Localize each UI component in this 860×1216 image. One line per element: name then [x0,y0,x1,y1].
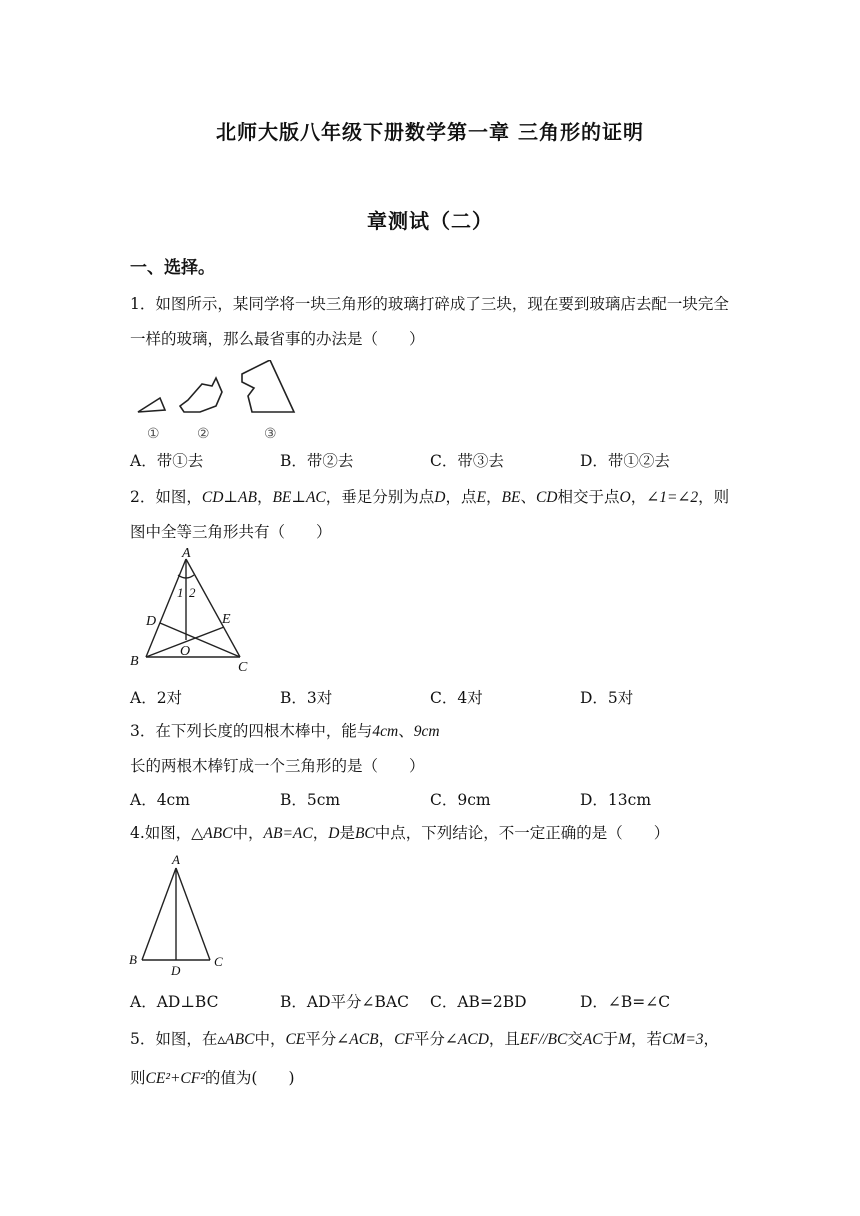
question-text: 如图所示，某同学将一块三角形的玻璃打碎成了三块，现在要到玻璃店去配一块完全一样的玻璃，那么最省事的办法是（ ） [130,295,729,348]
question-3 [130,714,730,784]
option-d[interactable]: D．∠B=∠C [580,993,671,1011]
math: 4cm [372,723,399,740]
glass-piece-2 [180,378,222,412]
math: ∠ACD [444,1031,489,1048]
math: O [619,489,631,506]
vertex-label: B [129,952,137,967]
text: ，则 [130,1030,720,1087]
vertex-label: A [182,546,191,561]
math: ∠ACB [336,1031,379,1048]
figure-label: ① [147,427,160,442]
math: CE [285,1031,306,1048]
text: ， [485,488,502,506]
option-a[interactable]: A．带①去 [130,452,204,470]
option-c[interactable]: C．4对 [430,689,483,707]
math: ∠1=∠2 [646,489,699,506]
options-q3 [130,788,730,814]
text: ，点 [445,488,477,506]
glass-pieces-figure [130,360,310,445]
text: 的值为( ) [204,1069,295,1087]
vertex-label: A [172,852,180,867]
segment-ab [146,559,186,657]
option-d[interactable]: D．13cm [580,791,652,809]
document-title: 北师大版八年级下册数学第一章 三角形的证明 [216,120,644,144]
vertex-label: D [146,614,157,629]
option-d[interactable]: D．带①②去 [580,452,670,470]
math: CE²+CF² [145,1070,205,1087]
math: CD⊥AB [201,489,257,506]
math: CD [535,489,558,506]
glass-piece-3 [242,360,294,412]
text: 交 [567,1030,583,1048]
question-1 [130,287,730,357]
option-b[interactable]: B．3对 [280,689,333,707]
math: M [618,1031,632,1048]
text: ，则图中全等三角形共有（ ） [130,488,730,541]
question-5 [130,1020,730,1098]
option-c[interactable]: C．带③去 [430,452,504,470]
option-c[interactable]: C．AB=2BD [430,993,527,1011]
text: 中， [232,824,264,842]
text: 平分 [305,1030,337,1048]
text: ，若 [631,1030,663,1048]
text: ，垂足分别为点 [325,488,435,506]
figure-label: ③ [264,427,277,442]
glass-piece-1 [138,398,165,412]
section-heading: 一、选择。 [130,258,215,278]
math: D [328,825,340,842]
math: EF//BC [519,1031,568,1048]
text: 如图， [155,488,202,506]
angle-label: 1 [177,585,184,600]
math: AB=AC [263,825,313,842]
text: ， [312,824,329,842]
math: BE⊥AC [272,489,326,506]
text: 长的两根木棒钉成一个三角形的是（ ） [130,757,425,775]
text: 、 [520,488,536,506]
options-q2 [130,686,730,712]
text: 中点，下列结论，不一定正确的是（ ） [374,824,670,842]
text: 如图，在 [155,1030,218,1048]
text: ，且 [488,1030,520,1048]
options-q1 [130,449,730,475]
vertex-label: B [130,654,139,669]
math: BE [501,489,521,506]
figure-label: ② [197,427,210,442]
option-a[interactable]: A．AD⊥BC [130,993,219,1011]
question-number: 2． [130,488,156,506]
vertex-label: C [214,954,223,969]
math: AC [582,1031,603,1048]
segment-cd [160,623,240,657]
options-q4 [130,990,730,1016]
option-c[interactable]: C．9cm [430,791,491,809]
option-b[interactable]: B．AD平分∠BAC [280,993,409,1011]
question-2 [130,480,730,550]
math: D [434,489,446,506]
text: ， [256,488,273,506]
question-number: 3． [130,722,156,740]
segment-ac [186,559,240,657]
text: 如图，△ [144,824,204,842]
angle-label: 2 [189,585,196,600]
text: 平分 [413,1030,445,1048]
text: 相交于点 [557,488,620,506]
math: ▵ABC [217,1031,255,1048]
vertex-label: D [171,963,181,978]
math: ABC [203,825,233,842]
question-4 [130,816,730,851]
math: CM=3 [662,1031,704,1048]
isosceles-triangle-figure-q4 [128,850,233,980]
question-number: 1． [130,295,156,313]
option-a[interactable]: A．2对 [130,689,183,707]
vertex-label: O [180,644,191,659]
text: 于 [602,1030,619,1048]
text: 在下列长度的四根木棒中，能与 [155,722,373,740]
option-b[interactable]: B．5cm [280,791,341,809]
document-subtitle: 章测试（二） [367,209,493,233]
math: CF [394,1031,414,1048]
option-b[interactable]: B．带②去 [280,452,354,470]
vertex-label: C [238,660,248,675]
text: ， [378,1030,395,1048]
text: 是 [339,824,355,842]
vertex-label: E [222,612,231,627]
math: E [476,489,486,506]
triangle-figure-q2 [128,545,258,675]
math: BC [354,825,375,842]
option-a[interactable]: A．4cm [130,791,190,809]
text: 中， [254,1030,286,1048]
text: 、 [398,722,414,740]
question-number: 4. [130,824,145,842]
segment-ac [176,868,210,960]
math: 9cm [413,723,440,740]
option-d[interactable]: D．5对 [580,689,634,707]
question-number: 5． [130,1030,156,1048]
text: ， [630,488,647,506]
segment-ab [142,868,176,960]
